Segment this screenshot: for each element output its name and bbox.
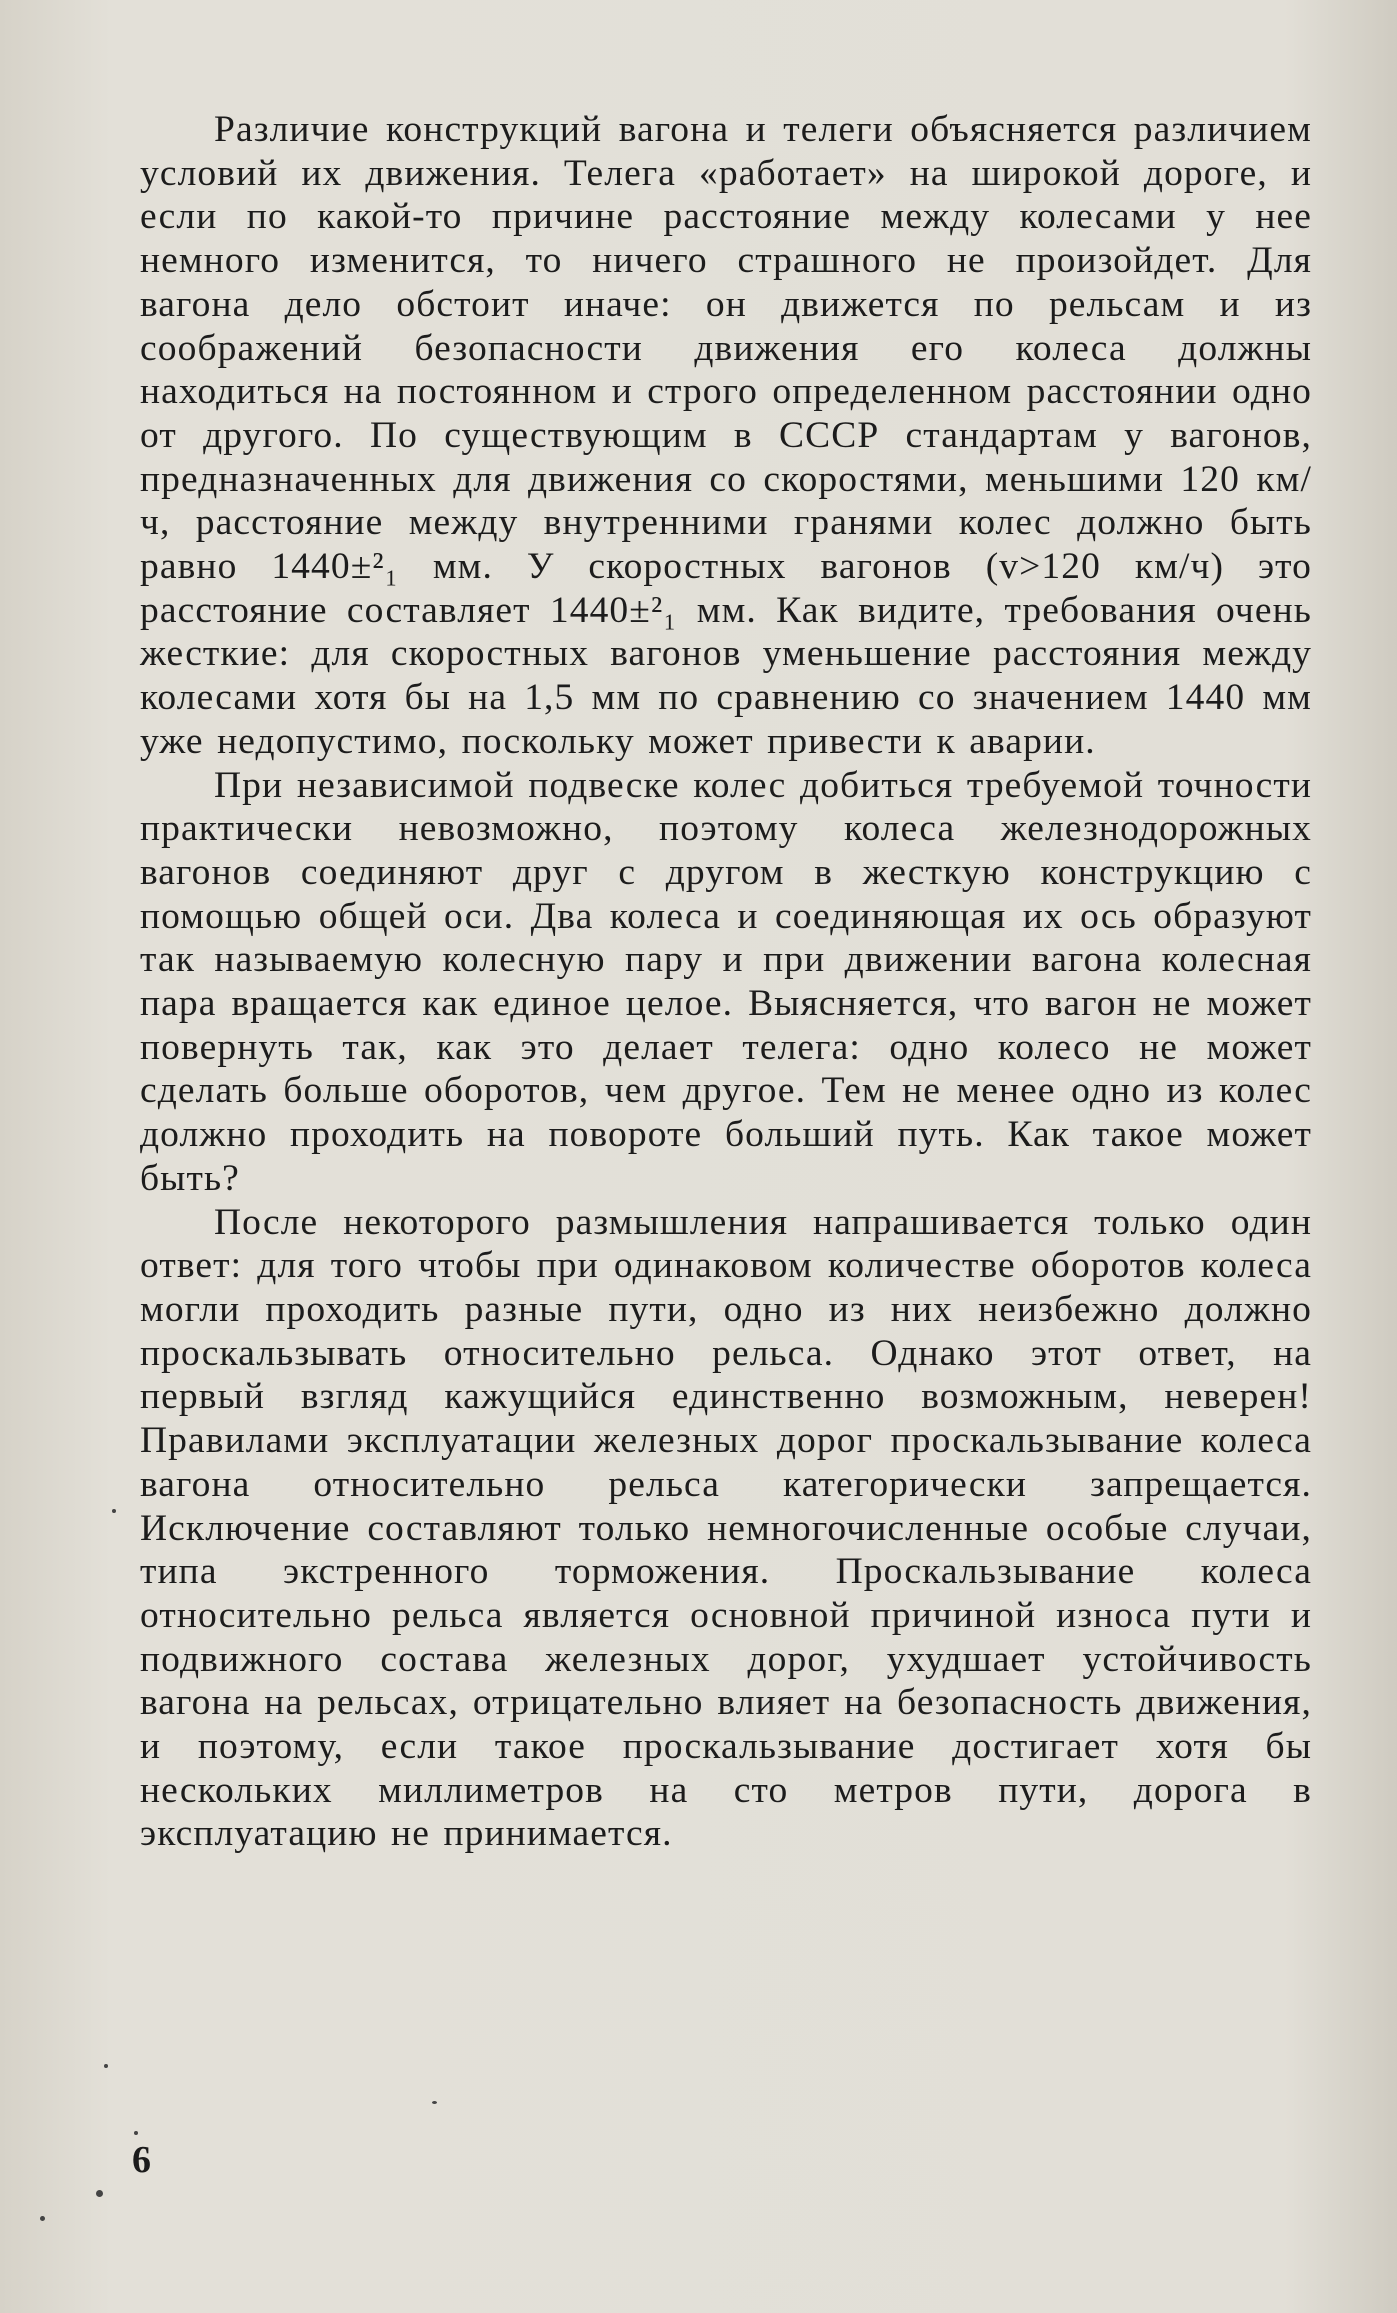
dust-speck [112,1509,116,1513]
dust-speck [40,2216,45,2221]
dust-speck [432,2101,437,2104]
paragraph-3: После некоторого размышления напрашивается только один ответ: для того чтобы при одинаковом количестве оборотов колеса могли проходить разные пути, одно из них неизбежно должно проскальзывать относительно рельса. Однако этот ответ, на первый взгляд кажущийся единственно возможным, неверен! Правилами эксплуатации железных дорог проскальзывание колеса вагона относительно рельса категорически запрещается. Исключение составляют только немногочисленные особые случаи, типа экстренного торможения. Проскальзывание колеса относительно рельса является основной причиной износа пути и подвижного состава железных дорог, ухудшает устойчивость вагона на рельсах, отрицательно влияет на безопасность движения, и поэтому, если такое проскальзывание достигает хотя бы нескольких миллиметров на сто метров пути, дорога в эксплуатацию не принимается. [140,1201,1312,1855]
dust-speck [96,2190,103,2197]
paragraph-1: Различие конструкций вагона и телеги объясняется различием условий их движения. Телега «работает» на широкой дороге, и если по какой-то причине расстояние между колесами у нее немного изменится, то ничего страшного не произойдет. Для вагона дело обстоит иначе: он движется по рельсам и из соображений безопасности движения его колеса должны находиться на постоянном и строго определенном расстоянии одно от другого. По существующим в СССР стандартам у вагонов, предназначенных для движения со скоростями, меньшими 120 км/ч, расстояние между внутренними гранями колес должно быть равно 1440±²₁ мм. У скоростных вагонов (v>120 км/ч) это расстояние составляет 1440±²₁ мм. Как видите, требования очень жесткие: для скоростных вагонов уменьшение расстояния между колесами хотя бы на 1,5 мм по сравнению со значением 1440 мм уже недопустимо, поскольку может привести к аварии. [140,109,1312,762]
dust-speck [134,2131,138,2135]
dust-speck [104,2064,108,2068]
body-text [140,108,1312,1856]
page-number: 6 [132,2139,151,2181]
paragraph-2: При независимой подвеске колес добиться требуемой точности практически невозможно, поэтому колеса железнодорожных вагонов соединяют друг с другом в жесткую конструкцию с помощью общей оси. Два колеса и соединяющая их ось образуют так называемую колесную пару и при движении вагона колесная пара вращается как единое целое. Выясняется, что вагон не может повернуть так, как это делает телега: одно колесо не может сделать больше оборотов, чем другое. Тем не менее одно из колес должно проходить на повороте больший путь. Как такое может быть? [140,764,1312,1199]
